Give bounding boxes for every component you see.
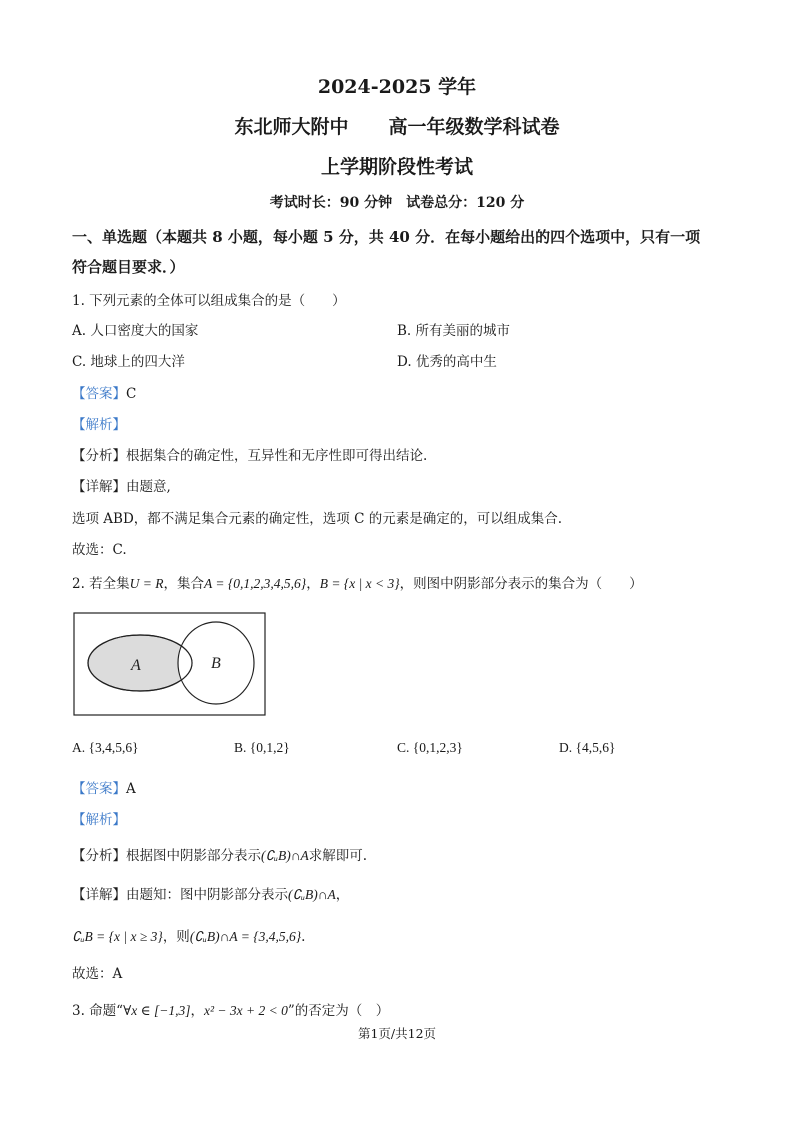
q1-stem: 1. 下列元素的全体可以组成集合的是（ ） (72, 293, 346, 309)
q2-complement-end: . (301, 929, 306, 945)
q3-stem-suffix: ”的否定为（ ） (287, 1003, 390, 1019)
q2-xiangjie-prefix: 由题知：图中阴影部分表示 (126, 887, 288, 903)
q2-set-b: B = {x | x < 3} (319, 576, 400, 591)
q1-option-c: C. 地球上的四大洋 (72, 354, 185, 370)
q1-option-b: B. 所有美丽的城市 (397, 323, 511, 339)
q2-stem-mid2: ， (306, 576, 320, 592)
q3-quantifier: ∀x ∈ [−1,3] (123, 1003, 191, 1018)
q1-answer (72, 382, 136, 402)
q2-option-d: D. {4,5,6} (559, 740, 616, 755)
exam-name: 高一年级数学科试卷 (388, 116, 560, 138)
q2-answer-value: A (126, 781, 136, 797)
q2-option-c: C. {0,1,2,3} (397, 740, 463, 755)
q2-complement (72, 925, 305, 945)
q2-complement-mid: ，则 (162, 929, 190, 945)
q2-analysis-tag: 【解析】 (72, 812, 126, 828)
exam-title-line (0, 112, 794, 139)
q2-option-a: A. {3,4,5,6} (72, 740, 139, 755)
q2-fenxi-expr: (∁ᵤB)∩A (261, 848, 309, 863)
q1-xiangjie (72, 475, 171, 495)
q1-detail: 选项 ABD，都不满足集合元素的确定性，选项 C 的元素是确定的，可以组成集合. (72, 511, 562, 527)
q2-answer (72, 777, 136, 797)
q2-fenxi-prefix: 根据图中阴影部分表示 (126, 848, 261, 864)
q1-choose: 故选：C. (72, 542, 127, 558)
q2-stem-suffix: ，则图中阴影部分表示的集合为（ ） (399, 576, 643, 592)
q2-stem (72, 572, 643, 592)
section-heading-line1: 一、单选题（本题共 8 小题，每小题 5 分，共 40 分．在每小题给出的四个选项中，只有一项 (72, 228, 701, 246)
q2-choose: 故选：A (72, 966, 123, 982)
venn-diagram (73, 612, 267, 717)
section-heading-line2: 符合题目要求．） (72, 258, 185, 276)
q3-stem (72, 999, 389, 1019)
q2-set-a: A = {0,1,2,3,4,5,6} (204, 576, 307, 591)
exam-term: 上学期阶段性考试 (320, 156, 473, 178)
exam-duration: 考试时长：90 分钟 (269, 195, 393, 211)
q2-result-expr: (∁ᵤB)∩A = {3,4,5,6} (189, 929, 302, 944)
q2-fenxi-tag: 【分析】 (72, 848, 126, 864)
venn-label-a: A (131, 657, 141, 674)
q2-xiangjie-expr: (∁ᵤB)∩A (288, 887, 336, 902)
q3-stem-prefix: 3. 命题“ (72, 1003, 124, 1019)
q1-xiangjie-tag: 【详解】 (72, 479, 126, 495)
q2-xiangjie-suffix: ， (335, 887, 350, 903)
q1-xiangjie-text: 由题意, (126, 479, 171, 495)
q1-option-d: D. 优秀的高中生 (397, 354, 497, 370)
q2-fenxi (72, 844, 367, 864)
q2-xiangjie (72, 883, 349, 903)
q2-xiangjie-tag: 【详解】 (72, 887, 126, 903)
q1-analysis-tag: 【解析】 (72, 417, 126, 433)
q1-fenxi-tag: 【分析】 (72, 448, 126, 464)
q2-complement-expr: ∁ᵤB = {x | x ≥ 3} (72, 929, 163, 944)
q1-fenxi-text: 根据集合的确定性，互异性和无序性即可得出结论. (126, 448, 428, 464)
q1-answer-tag: 【答案】 (72, 386, 126, 402)
q2-stem-prefix: 2. 若全集 (72, 576, 130, 592)
exam-total-score: 试卷总分：120 分 (406, 195, 525, 211)
q3-inequality: x² − 3x + 2 < 0 (203, 1003, 288, 1018)
school-name: 东北师大附中 (234, 116, 349, 138)
q2-stem-mid1: ，集合 (163, 576, 205, 592)
q2-answer-tag: 【答案】 (72, 781, 126, 797)
q2-fenxi-suffix: 求解即可. (308, 848, 368, 864)
page-number: 第1页/共12页 (357, 1026, 437, 1041)
q2-universe: U = R (129, 576, 164, 591)
exam-year: 2024-2025 学年 (317, 76, 477, 98)
exam-meta (0, 192, 794, 212)
q1-answer-value: C (126, 386, 137, 402)
q2-option-b: B. {0,1,2} (234, 740, 290, 755)
q3-stem-mid: ， (190, 1003, 204, 1019)
q1-fenxi (72, 444, 427, 464)
venn-label-b: B (211, 655, 221, 672)
q1-option-a: A. 人口密度大的国家 (72, 323, 199, 339)
